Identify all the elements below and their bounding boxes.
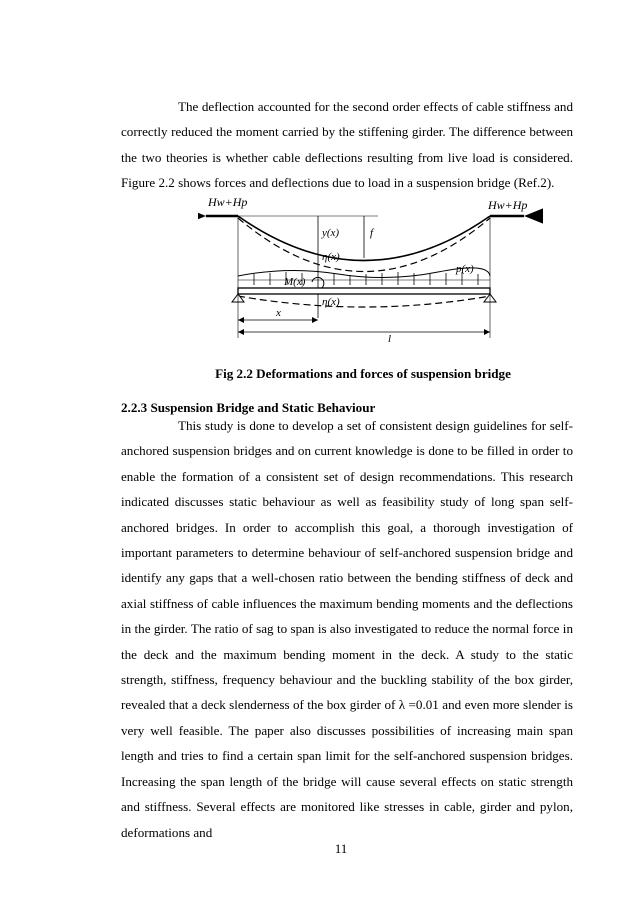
eta-top-label: η(x) — [322, 251, 340, 263]
eta-bottom-label: η(x) — [322, 296, 340, 308]
paragraph-static-behaviour — [121, 413, 573, 845]
x-label: x — [276, 307, 281, 319]
px-label: p(x) — [456, 263, 474, 275]
figure-caption-text: Fig 2.2 Deformations and forces of suspension bridge — [215, 366, 511, 381]
stiffening-girder — [238, 288, 490, 294]
right-force-label: Hw+Hp — [488, 198, 528, 212]
left-force-label: Hw+Hp — [208, 195, 248, 209]
mx-label: M(x) — [284, 276, 306, 288]
figure-caption — [0, 364, 638, 384]
paragraph-deflection-text: The deflection accounted for the second order effects of cable stiffness and correctly reduced the moment carried by the stiffening girder. The difference between the two theories is whether cable deflections resulting from live load is considered. Figure 2.2 shows forces and deflections due to load in a suspension bridge (Ref.2). — [121, 99, 573, 191]
f-label: f — [370, 227, 374, 239]
yx-label: y(x) — [322, 227, 340, 239]
section-heading: 2.2.3 Suspension Bridge and Static Behaviour — [121, 400, 376, 415]
load-outline — [238, 268, 490, 278]
page-number: 11 — [334, 841, 348, 856]
l-label: l — [388, 333, 392, 345]
girder-deflected — [238, 296, 490, 307]
suspension-bridge-figure — [198, 190, 543, 350]
paragraph-static-behaviour-text: This study is done to develop a set of consistent design guidelines for self-anchored suspension bridges and on current knowledge is done to be filled in order to enable the formation of a consistent set of design recommendations. This research indicated discusses static behaviour as well as feasibility study of long span self-anchored bridges. In order to accomplish this goal, a thorough investigation of important parameters to determine behaviour of self-anchored suspension bridge and identify any gaps that a well-chosen ratio between the bending stiffness of deck and axial stiffness of cable influences the maximum bending moments and the deflections in the girder. The ratio of sag to span is also investigated to reduce the normal force in the deck and the maximum bending moment in the deck. A study to the static strength, stiffness, frequency behaviour and the buckling stability of the box girder, revealed that a deck slenderness of the box girder of λ =0.01 and even more slender is very well feasible. The paper also discusses possibilities of increasing main span length and tries to find a certain span limit for the self-anchored suspension bridges. Increasing the span length of the bridge will cause several effects on static strength and stiffness. Several effects are monitored like stresses in cable, girder and pylon, deformations and — [121, 418, 573, 840]
paragraph-deflection — [121, 94, 573, 196]
